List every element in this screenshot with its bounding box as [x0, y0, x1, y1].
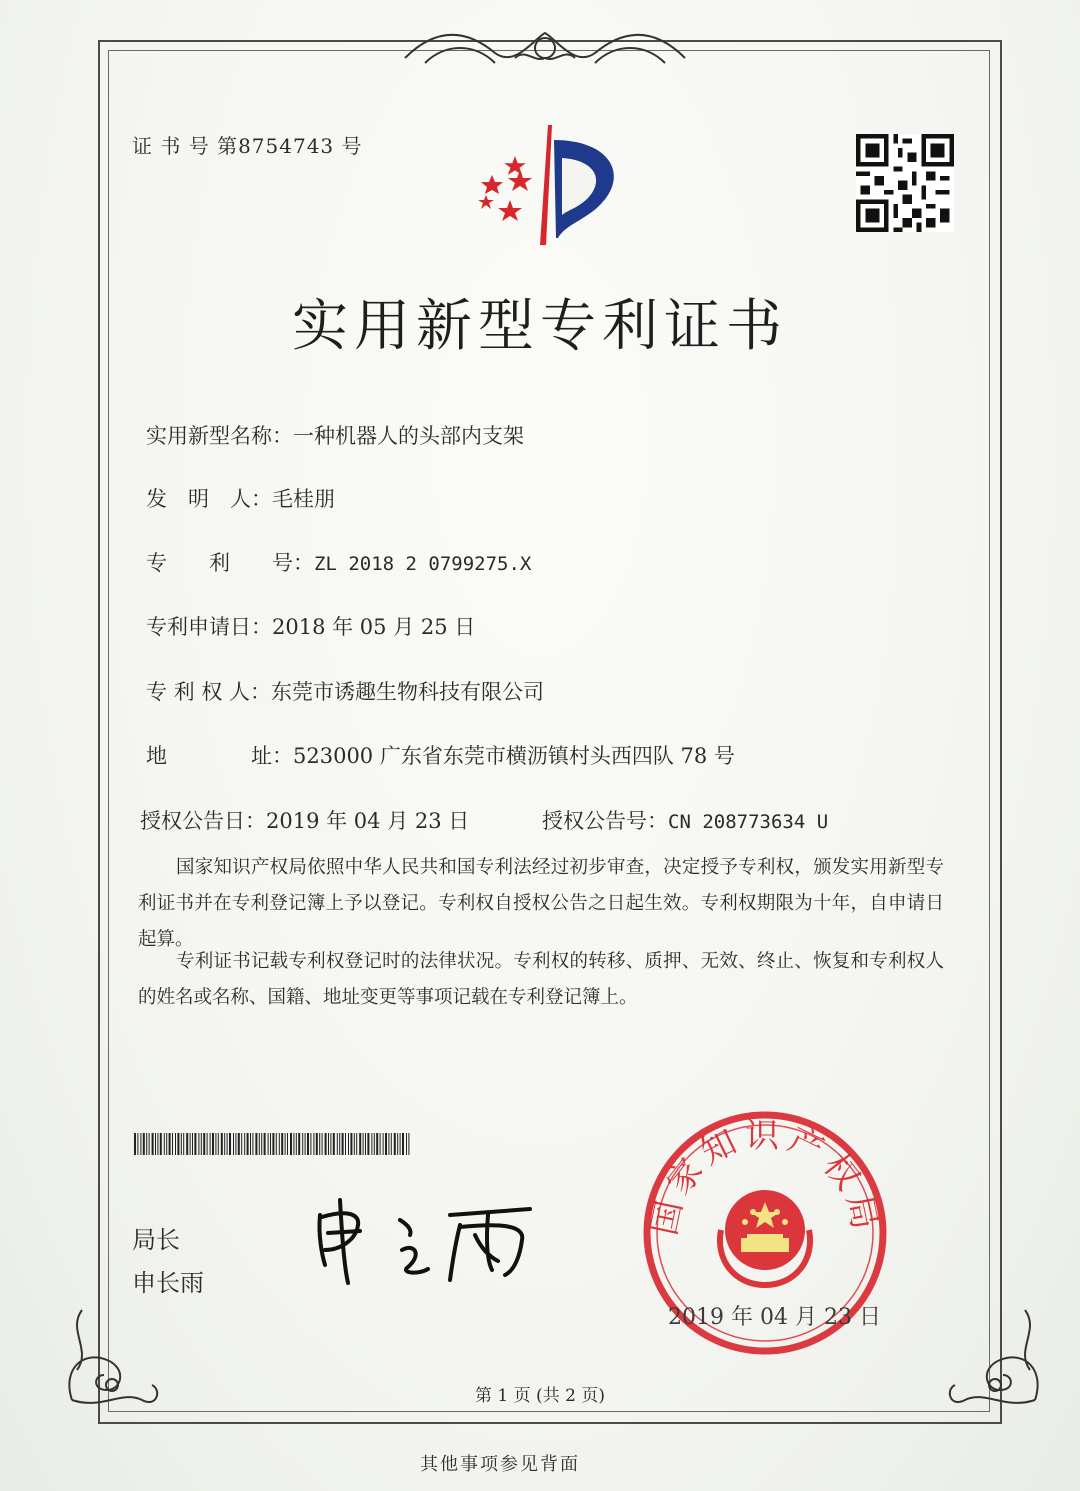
qr-code-icon	[856, 134, 954, 232]
signature-image	[300, 1195, 550, 1285]
page-number: 第 1 页 (共 2 页)	[475, 1386, 605, 1406]
certificate-number-value: 8754743	[238, 134, 335, 158]
inventor-value: 毛桂朋	[272, 487, 335, 511]
utility-model-name	[146, 420, 524, 450]
inventor-label: 发 明 人：	[146, 487, 272, 511]
address-value: 523000 广东省东莞市横沥镇村头西四队 78 号	[293, 744, 735, 768]
patent-number-label: 专 利 号：	[146, 551, 314, 575]
address	[146, 740, 735, 770]
patent-number-value: ZL 2018 2 0799275.X	[314, 553, 532, 575]
patent-owner	[146, 676, 544, 706]
utility-model-name-value: 一种机器人的头部内支架	[293, 424, 524, 448]
grant-date-label: 授权公告日：	[140, 809, 266, 833]
cnipa-logo-icon	[470, 120, 635, 250]
grant-number-value: CN 208773634 U	[668, 811, 829, 833]
director-name: 申长雨	[132, 1269, 204, 1297]
seal-text: 国家知识产权局	[644, 1116, 886, 1239]
patent-owner-value: 东莞市诱趣生物科技有限公司	[271, 680, 545, 704]
certificate-title: 实用新型专利证书	[292, 294, 788, 359]
seal-date: 2019 年 04 月 23 日	[668, 1305, 881, 1330]
address-label: 地 址：	[146, 744, 293, 768]
patent-number	[146, 547, 531, 577]
certificate-number	[132, 130, 363, 159]
certificate-number-suffix: 号	[341, 134, 363, 158]
body-paragraph-1: 国家知识产权局依照中华人民共和国专利法经过初步审查，决定授予专利权，颁发实用新型专利证书并在专利登记簿上予以登记。专利权自授权公告之日起生效。专利权期限为十年，自申请日起算。	[138, 857, 944, 950]
top-ornament	[395, 18, 695, 78]
application-date	[146, 611, 475, 641]
certificate-number-label: 证 书 号 第	[132, 134, 239, 158]
grant-date-value: 2019 年 04 月 23 日	[266, 809, 470, 833]
footer-note: 其他事项参见背面	[420, 1454, 580, 1475]
application-date-label: 专利申请日：	[146, 615, 272, 639]
grant-number-label: 授权公告号：	[542, 809, 668, 833]
inventor	[146, 483, 335, 513]
body-paragraph-2: 专利证书记载专利权登记时的法律状况。专利权的转移、质押、无效、终止、恢复和专利权人的姓名或名称、国籍、地址变更等事项记载在专利登记簿上。	[138, 951, 944, 1008]
grant-date	[140, 805, 469, 835]
patent-owner-label: 专 利 权 人：	[146, 680, 272, 704]
director-title: 局长	[132, 1226, 180, 1254]
grant-number	[542, 805, 828, 835]
utility-model-name-label: 实用新型名称：	[146, 424, 293, 448]
barcode-icon	[134, 1133, 410, 1155]
application-date-value: 2018 年 05 月 25 日	[272, 615, 476, 639]
